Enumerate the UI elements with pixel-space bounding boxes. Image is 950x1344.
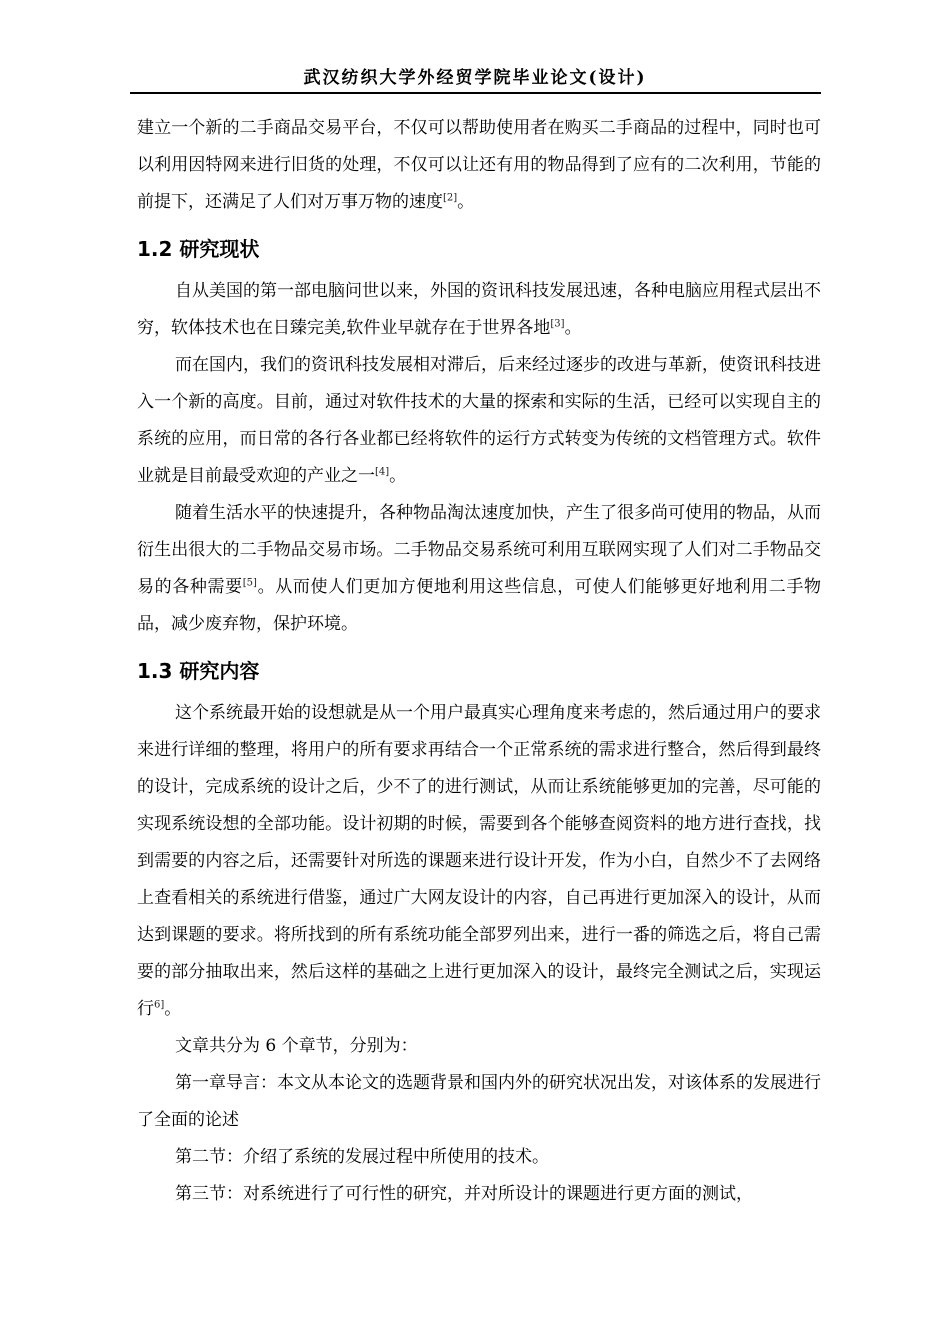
paragraph-intro-continued: 建立一个新的二手商品交易平台，不仅可以帮助使用者在购买二手商品的过程中，同时也可以利用因特网来进行旧货的处理，不仅可以让还有用的物品得到了应有的二次利用，节能的前提下，还满足了人们对万事万物的速度[2]。: [137, 118, 821, 212]
section-heading-1-2: 1.2 研究现状: [137, 237, 260, 261]
paragraph: 第一章导言：本文从本论文的选题背景和国内外的研究状况出发，对该体系的发展进行了全面的论述: [137, 1073, 821, 1130]
paragraph: 随着生活水平的快速提升，各种物品淘汰速度加快，产生了很多尚可使用的物品，从而衍生出很大的二手物品交易市场。二手物品交易系统可利用互联网实现了人们对二手物品交易的各种需要[5]。从而使人们更加方便地利用这些信息，可使人们能够更好地利用二手物品，减少废弃物，保护环境。: [137, 503, 822, 634]
header-divider: [130, 92, 821, 94]
running-header: 武汉纺织大学外经贸学院毕业论文(设计): [303, 68, 647, 88]
paragraph: 第二节：介绍了系统的发展过程中所使用的技术。: [175, 1147, 549, 1167]
citation-ref: [3]: [550, 318, 565, 330]
citation-ref: [5]: [242, 577, 257, 589]
paragraph: 自从美国的第一部电脑问世以来，外国的资讯科技发展迅速，各种电脑应用程式层出不穷，软体技术也在日臻完美,软件业早就存在于世界各地[3]。: [137, 281, 821, 338]
paragraph: 而在国内，我们的资讯科技发展相对滞后，后来经过逐步的改进与革新，使资讯科技进入一个新的高度。目前，通过对软件技术的大量的探索和实际的生活，已经可以实现自主的系统的应用，而日常的各行各业都已经将软件的运行方式转变为传统的文档管理方式。软件业就是目前最受欢迎的产业之一[4]。: [137, 355, 821, 486]
document-body: [137, 110, 821, 1213]
citation-ref: [2]: [443, 192, 458, 204]
section-heading-1-3: 1.3 研究内容: [137, 659, 260, 683]
citation-ref: 6]: [154, 999, 165, 1011]
paragraph: 文章共分为 6 个章节，分别为：: [175, 1036, 418, 1056]
paragraph: 第三节：对系统进行了可行性的研究，并对所设计的课题进行更方面的测试，: [175, 1184, 753, 1204]
citation-ref: [4]: [375, 466, 390, 478]
paragraph: 这个系统最开始的设想就是从一个用户最真实心理角度来考虑的，然后通过用户的要求来进行详细的整理，将用户的所有要求再结合一个正常系统的需求进行整合，然后得到最终的设计，完成系统的设计之后，少不了的进行测试，从而让系统能够更加的完善，尽可能的实现系统设想的全部功能。设计初期的时候，需要到各个能够查阅资料的地方进行查找，找到需要的内容之后，还需要针对所选的课题来进行设计开发，作为小白，自然少不了去网络上查看相关的系统进行借鉴，通过广大网友设计的内容，自己再进行更加深入的设计，从而达到课题的要求。将所找到的所有系统功能全部罗列出来，进行一番的筛选之后，将自己需要的部分抽取出来，然后这样的基础之上进行更加深入的设计，最终完全测试之后，实现运行$^{6]}$。: [137, 703, 821, 1019]
